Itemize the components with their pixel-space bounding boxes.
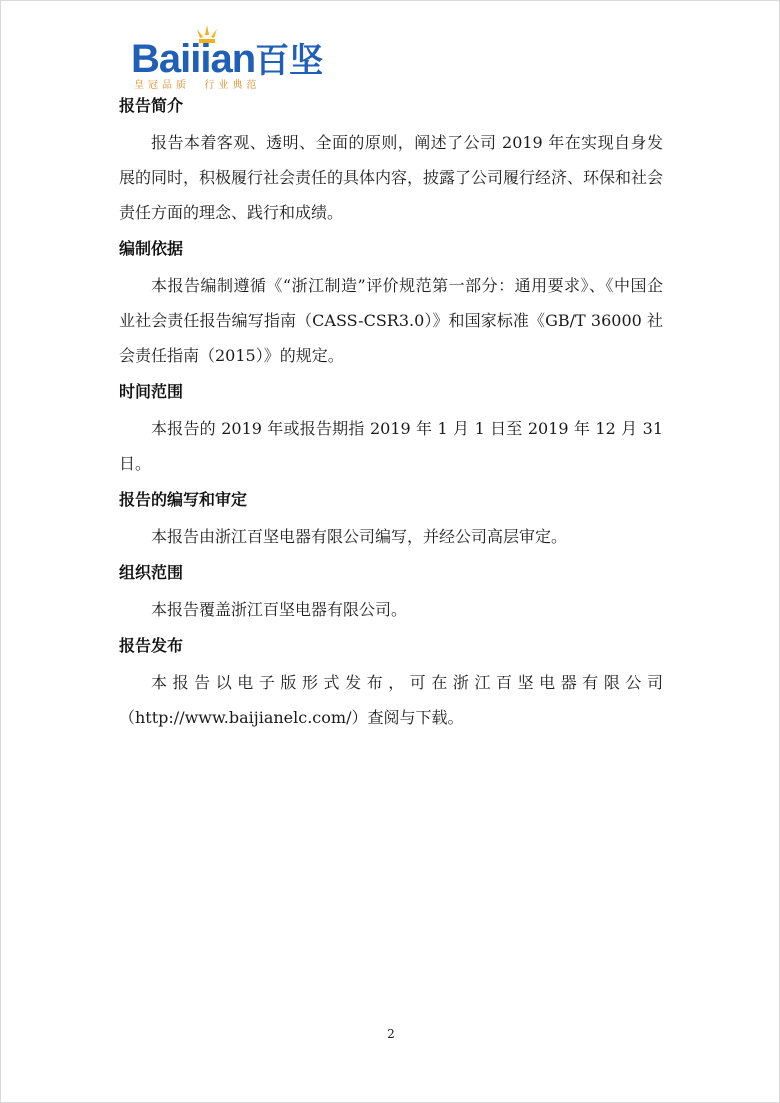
- page-number: 2: [387, 1027, 395, 1041]
- logo-wordmark: [131, 37, 323, 83]
- section-heading: 编制依据: [119, 239, 184, 258]
- section-compilation-basis: [119, 236, 663, 373]
- section-report-intro: [119, 93, 663, 230]
- section-time-range: [119, 379, 663, 481]
- company-logo: [131, 23, 371, 97]
- logo-wordmark-cn: 百坚: [255, 41, 324, 81]
- section-heading: 组织范围: [119, 563, 184, 582]
- section-paragraph: 本报告编制遵循《“浙江制造”评价规范第一部分：通用要求》、《中国企业社会责任报告编写指南（CASS-CSR3.0）》和国家标准《GB/T 36000 社会责任指南（2015）》的规定。: [119, 276, 663, 365]
- section-paragraph: 本报告由浙江百坚电器有限公司编写，并经公司高层审定。: [151, 527, 568, 546]
- section-paragraph: 报告本着客观、透明、全面的原则，阐述了公司 2019 年在实现自身发展的同时，积极履行社会责任的具体内容，披露了公司履行经济、环保和社会责任方面的理念、践行和成绩。: [119, 133, 664, 222]
- section-paragraph: 本报告覆盖浙江百坚电器有限公司。: [151, 600, 408, 619]
- report-content: [119, 93, 663, 741]
- section-heading: 时间范围: [119, 382, 184, 401]
- section-org-scope: [119, 560, 663, 627]
- section-paragraph: 本报告以电子版形式发布，可在浙江百坚电器有限公司（http://www.baijianelc.com/）查阅与下载。: [119, 673, 663, 727]
- section-report-release: [119, 633, 663, 735]
- section-heading: 报告的编写和审定: [119, 490, 248, 509]
- section-paragraph: 本报告的 2019 年或报告期指 2019 年 1 月 1 日至 2019 年 12 月 31 日。: [119, 419, 663, 473]
- section-heading: 报告发布: [119, 636, 184, 655]
- section-heading: 报告简介: [119, 96, 184, 115]
- logo-slogan: 皇冠品质 行业典范: [134, 80, 261, 91]
- logo-wordmark-en: Baiiian: [131, 37, 256, 81]
- section-writing-review: [119, 487, 663, 554]
